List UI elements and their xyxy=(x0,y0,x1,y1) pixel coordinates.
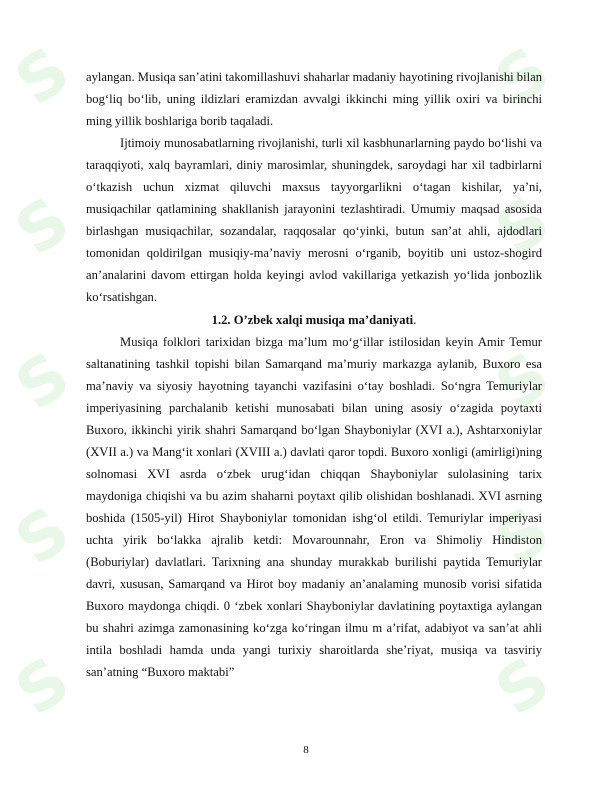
watermark-logo-mark: S xyxy=(482,183,564,271)
watermark-logo-mark: S xyxy=(482,493,564,581)
watermark-logo-mark: S xyxy=(482,33,564,121)
page-number: 8 xyxy=(303,744,309,756)
section-heading-period: . xyxy=(413,312,417,327)
section-heading xyxy=(86,309,542,331)
watermark-logo-mark: S xyxy=(2,338,84,426)
watermark-logo-mark: S xyxy=(2,643,84,731)
watermark-logo-mark: S xyxy=(2,33,84,121)
body-paragraph: Musiqa folklori tarixidan bizga ma’lum mo‘g‘illar istilosidan keyin Amir Temur saltanatining tashkil topishi bilan Samarqand ma’muriy markazga aylanib, Buxoro esa ma’naviy va siyosiy hayotning tayanchi vazifasini o‘tay boshladi. So‘ngra Temuriylar imperiyasining parchalanib ketishi munosabati bilan uning asosiy o‘zagida poytaxti Buxoro, ikkinchi yirik shahri Samarqand bo‘lgan Shayboniylar (XVI a.), Ashtarxoniylar (XVII a.) va Mang‘it xonlari (XVIII a.) davlati qaror topdi. Buxoro xonligi (amirligi)ning solnomasi XVI asrda o‘zbek urug‘idan chiqqan Shayboniylar sulolasining tarix maydoniga chiqishi va bu azim shaharni poytaxt qilib olishidan boshlanadi. XVI asrning boshida (1505-yil) Hirot Shayboniylar tomonidan ishg‘ol etildi. Temuriylar imperiyasi uchta yirik bo‘lakka ajralib ketdi: Movarounnahr, Eron va Shimoliy Hindiston (Boburiylar) davlatlari. Tarixning ana shunday murakkab burilishi paytida Temuriylar davri, xususan, Samarqand va Hirot boy madaniy an’analaming munosib vorisi sifatida Buxoro maydonga chiqdi. 0 ‘zbek xonlari Shayboniylar davlatining poytaxtiga aylangan bu shahri azimga zamonasining ko‘zga ko‘ringan ilmu m a’rifat, adabiyot va san’at ahli intila boshladi hamda unda yangi turixiy sharoitlarda she’riyat, musiqa va tasviriy san’atning “Buxoro maktabi” xyxy=(86,334,542,680)
document-body xyxy=(86,66,542,683)
body-paragraph: aylangan. Musiqa san’atini takomillashuvi shaharlar madaniy hayotining rivojlanishi bilan bog‘liq bo‘lib, uning ildizlari eramizdan avvalgi ikkinchi ming yillik oxiri va birinchi ming yillik boshlariga borib taqaladi. xyxy=(86,70,542,129)
watermark-logo-mark: S xyxy=(482,643,564,731)
body-paragraph: Ijtimoiy munosabatlarning rivojlanishi, turli xil kasbhunarlarning paydo bo‘lishi va taraqqiyoti, xalq bayramlari, diniy marosimlar, shuningdek, saroydagi har xil tadbirlarni o‘tkazish uchun xizmat qiluvchi maxsus tayyorgarlikni o‘tagan kishilar, ya’ni, musiqachilar qatlamining shakllanish jarayonini tezlashtiradi. Umumiy maqsad asosida birlashgan musiqachilar, sozandalar, raqqosalar qo‘yinki, butun san’at ahli, ajdodlari tomonidan qoldirilgan musiqiy-ma’naviy merosni o‘rganib, boyitib uni ustoz-shogird an’analarini davom ettirgan holda keyingi avlod vakillariga yetkazish yo‘lida jonbozlik ko‘rsatishgan. xyxy=(86,136,542,305)
section-heading-text: 1.2. O’zbek xalqi musiqa ma’daniyati xyxy=(211,312,414,327)
watermark-logo-mark: S xyxy=(2,493,84,581)
watermark-logo-mark: S xyxy=(482,338,564,426)
watermark-logo-mark: S xyxy=(2,183,84,271)
